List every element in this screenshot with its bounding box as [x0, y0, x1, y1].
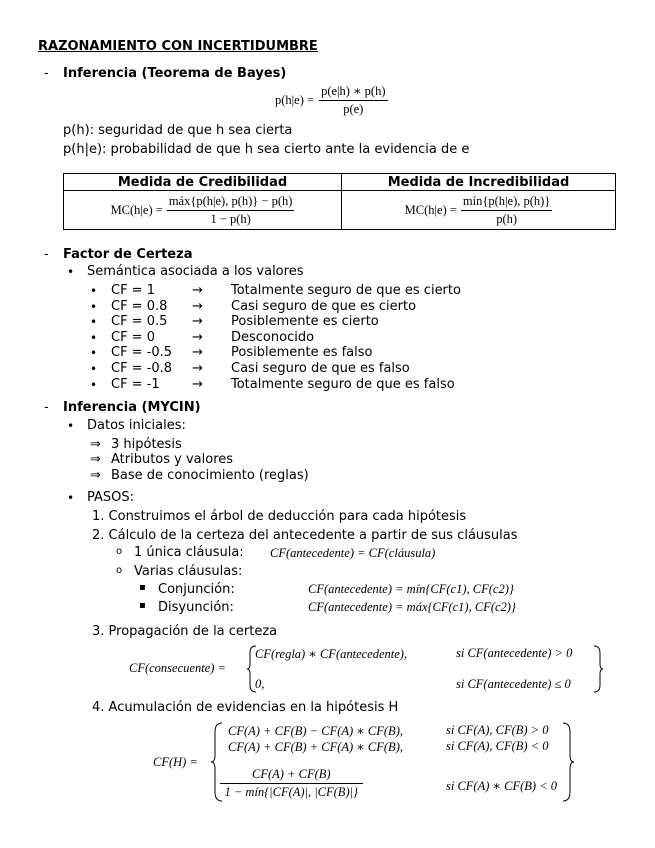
- conjuncion-label: Conjunción:: [158, 582, 235, 597]
- cf-value: CF = -0.5: [111, 345, 173, 360]
- cf-value: CF = 0.5: [111, 314, 168, 329]
- bullet-icon: •: [90, 315, 98, 329]
- bayes-formula-lhs: p(h|e) =: [275, 92, 315, 107]
- bullet-icon: •: [90, 284, 98, 298]
- accumulation-numerator: CF(A) + CF(B): [220, 767, 363, 784]
- cf-value: CF = 1: [111, 283, 155, 298]
- circle-bullet-icon: o: [116, 546, 123, 557]
- incredibility-formula-cell: [342, 191, 616, 230]
- square-bullet-icon: ▪: [139, 600, 146, 611]
- section-dash: -: [44, 400, 49, 415]
- accumulation-fraction: [220, 767, 363, 800]
- bullet-icon: •: [90, 346, 98, 360]
- incredibility-lhs: MC(h|e) =: [404, 202, 457, 217]
- disyuncion-formula: CF(antecedente) = máx{CF(c1), CF(c2)}: [308, 600, 516, 614]
- bullet-icon: •: [67, 419, 75, 433]
- credibility-numerator: máx{p(h|e), p(h)} − p(h): [167, 194, 295, 211]
- bullet-icon: •: [90, 378, 98, 392]
- accumulation-cond-2: si CF(A), CF(B) < 0: [446, 739, 549, 753]
- cf-meaning: Totalmente seguro de que es cierto: [231, 283, 461, 298]
- credibility-lhs: MC(h|e) =: [110, 202, 163, 217]
- cf-meaning: Posiblemente es falso: [231, 345, 373, 360]
- incredibility-numerator: mín{p(h|e), p(h)}: [461, 194, 552, 211]
- unica-label: 1 única cláusula:: [134, 545, 244, 560]
- bullet-icon: •: [67, 491, 75, 505]
- credibility-fraction: [167, 194, 295, 227]
- accumulation-denominator: 1 − mín{|CF(A)|, |CF(B)|}: [224, 785, 359, 799]
- right-brace-icon: [592, 645, 604, 693]
- accumulation-case-2: CF(A) + CF(B) + CF(A) ∗ CF(B),: [228, 740, 403, 754]
- unica-formula: CF(antecedente) = CF(cláusula): [270, 546, 436, 560]
- semantics-label: Semántica asociada a los valores: [87, 264, 304, 279]
- credibility-denominator: 1 − p(h): [210, 211, 251, 226]
- propagation-case-2: 0,: [255, 677, 265, 691]
- step-1: 1. Construimos el árbol de deducción para cada hipótesis: [92, 509, 467, 524]
- conjuncion-formula: CF(antecedente) = mín{CF(c1), CF(c2)}: [308, 582, 514, 596]
- circle-bullet-icon: o: [116, 565, 123, 576]
- datos-label: Datos iniciales:: [87, 418, 186, 433]
- bayes-def-ph: p(h): seguridad de que h sea cierta: [63, 123, 293, 138]
- factor-heading: Factor de Certeza: [63, 247, 193, 262]
- arrow-icon: →: [192, 314, 203, 329]
- bayes-denominator: p(e): [343, 102, 364, 116]
- section-dash: -: [44, 66, 49, 81]
- propagation-cond-2: si CF(antecedente) ≤ 0: [456, 677, 571, 691]
- page-title: RAZONAMIENTO CON INCERTIDUMBRE: [38, 39, 318, 54]
- cf-meaning: Casi seguro de que es falso: [231, 361, 410, 376]
- datos-item: Base de conocimiento (reglas): [111, 468, 309, 483]
- accumulation-cond-1: si CF(A), CF(B) > 0: [446, 723, 549, 737]
- pasos-label: PASOS:: [87, 490, 135, 505]
- datos-item: 3 hipótesis: [111, 437, 182, 452]
- bayes-def-phe: p(h|e): probabilidad de que h sea cierto ante la evidencia de e: [63, 142, 470, 157]
- implies-icon: ⇒: [90, 437, 101, 452]
- disyuncion-label: Disyunción:: [158, 600, 234, 615]
- bullet-icon: •: [90, 362, 98, 376]
- bayes-numerator: p(e|h) ∗ p(h): [319, 83, 387, 101]
- cf-value: CF = -0.8: [111, 361, 173, 376]
- cf-meaning: Totalmente seguro de que es falso: [231, 377, 455, 392]
- arrow-icon: →: [192, 283, 203, 298]
- cf-meaning: Posiblemente es cierto: [231, 314, 379, 329]
- credibility-header: Medida de Credibilidad: [64, 174, 342, 191]
- propagation-lhs: CF(consecuente) =: [129, 661, 226, 675]
- implies-icon: ⇒: [90, 468, 101, 483]
- bullet-icon: •: [90, 300, 98, 314]
- varias-label: Varias cláusulas:: [134, 564, 243, 579]
- arrow-icon: →: [192, 299, 203, 314]
- propagation-case-1: CF(regla) ∗ CF(antecedente),: [255, 647, 408, 661]
- mycin-heading: Inferencia (MYCIN): [63, 400, 201, 415]
- accumulation-lhs: CF(H) =: [153, 755, 198, 769]
- bayes-fraction: [319, 83, 387, 117]
- datos-item: Atributos y valores: [111, 452, 234, 467]
- credibility-table: [63, 173, 616, 230]
- bayes-formula: [275, 83, 388, 117]
- bullet-icon: •: [90, 331, 98, 345]
- step-3: 3. Propagación de la certeza: [92, 624, 278, 639]
- square-bullet-icon: ▪: [139, 582, 146, 593]
- credibility-formula-cell: [64, 191, 342, 230]
- accumulation-case-1: CF(A) + CF(B) − CF(A) ∗ CF(B),: [228, 724, 403, 738]
- cf-value: CF = 0: [111, 330, 155, 345]
- arrow-icon: →: [192, 377, 203, 392]
- incredibility-denominator: p(h): [496, 211, 518, 226]
- cf-value: CF = 0.8: [111, 299, 168, 314]
- arrow-icon: →: [192, 345, 203, 360]
- step-2: 2. Cálculo de la certeza del antecedente a partir de sus cláusulas: [92, 528, 518, 543]
- right-brace-icon: [561, 722, 575, 802]
- bayes-heading: Inferencia (Teorema de Bayes): [63, 66, 287, 81]
- cf-value: CF = -1: [111, 377, 160, 392]
- step-4: 4. Acumulación de evidencias en la hipótesis H: [92, 700, 399, 715]
- bullet-icon: •: [67, 265, 75, 279]
- section-dash: -: [44, 247, 49, 262]
- arrow-icon: →: [192, 330, 203, 345]
- incredibility-header: Medida de Incredibilidad: [342, 174, 616, 191]
- propagation-cond-1: si CF(antecedente) > 0: [456, 646, 573, 660]
- incredibility-fraction: [461, 194, 552, 227]
- implies-icon: ⇒: [90, 452, 101, 467]
- accumulation-cond-3: si CF(A) ∗ CF(B) < 0: [446, 779, 558, 793]
- arrow-icon: →: [192, 361, 203, 376]
- cf-meaning: Casi seguro de que es cierto: [231, 299, 417, 314]
- cf-meaning: Desconocido: [231, 330, 315, 345]
